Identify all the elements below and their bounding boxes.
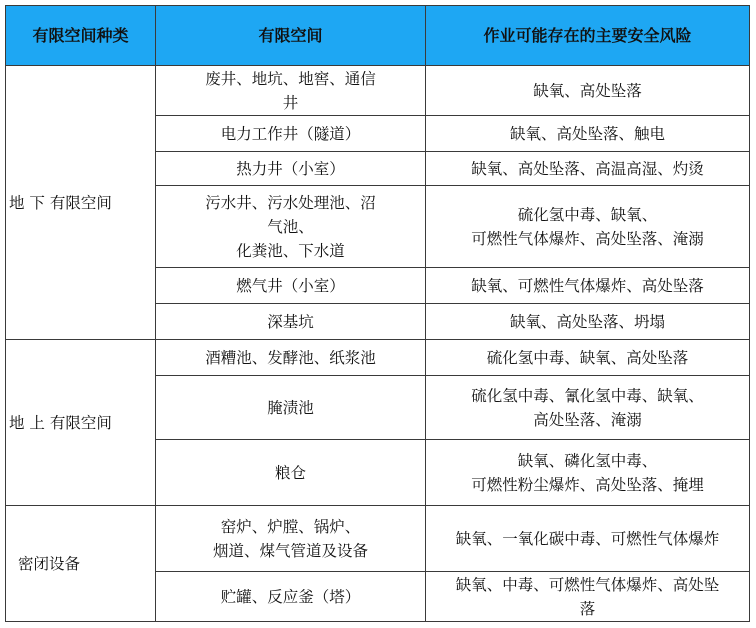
- risk-text: 缺氧、高处坠落、触电: [509, 124, 665, 143]
- space-text: 腌渍池: [267, 398, 314, 417]
- risk-text: 缺氧、高处坠落、高温高湿、灼烫: [471, 159, 704, 178]
- risk-text: 高处坠落、淹溺: [533, 410, 642, 429]
- risk-text: 硫化氢中毒、氰化氢中毒、缺氧、: [471, 386, 704, 405]
- space-text: 窑炉、炉膛、锅炉、: [220, 517, 361, 536]
- space-cell: [156, 506, 426, 572]
- risk-text: 缺氧、高处坠落: [533, 81, 642, 100]
- space-text: 深基坑: [267, 312, 314, 331]
- header-category: 有限空间种类: [6, 6, 156, 66]
- space-text: 烟道、煤气管道及设备: [212, 541, 368, 560]
- header-row: [6, 6, 750, 66]
- risk-cell: [426, 116, 750, 152]
- table-row: [6, 506, 750, 572]
- table-body: [6, 66, 750, 622]
- risk-cell: [426, 268, 750, 304]
- category-cell-underground: 地 下 有限空间: [6, 66, 156, 340]
- space-cell: [156, 116, 426, 152]
- risk-cell: [426, 572, 750, 622]
- risk-text: 可燃性粉尘爆炸、高处坠落、掩埋: [471, 475, 704, 494]
- space-text: 污水井、污水处理池、沼: [205, 193, 376, 212]
- risk-text: 缺氧、可燃性气体爆炸、高处坠落: [471, 276, 704, 295]
- risk-cell: [426, 152, 750, 186]
- space-cell: [156, 268, 426, 304]
- space-text: 贮罐、反应釜（塔）: [220, 587, 361, 606]
- risk-cell: [426, 506, 750, 572]
- space-text: 化粪池、下水道: [236, 241, 345, 260]
- category-cell-sealed-equipment: 密闭设备: [6, 506, 156, 622]
- table-row: [6, 66, 750, 116]
- risk-cell: [426, 186, 750, 268]
- space-cell: [156, 376, 426, 440]
- space-text: 气池、: [267, 217, 314, 236]
- risk-text: 硫化氢中毒、缺氧、高处坠落: [486, 348, 689, 367]
- space-cell: [156, 304, 426, 340]
- risk-text: 缺氧、高处坠落、坍塌: [509, 312, 665, 331]
- space-cell: [156, 186, 426, 268]
- risk-text: 硫化氢中毒、缺氧、: [517, 205, 658, 224]
- risk-text: 缺氧、磷化氢中毒、: [517, 451, 658, 470]
- space-text: 井: [282, 93, 299, 112]
- risk-cell: [426, 66, 750, 116]
- space-text: 电力工作井（隧道）: [220, 124, 361, 143]
- category-cell-aboveground: 地 上 有限空间: [6, 340, 156, 506]
- risk-cell: [426, 340, 750, 376]
- header-space: 有限空间: [156, 6, 426, 66]
- space-text: 燃气井（小室）: [236, 276, 345, 295]
- space-cell: [156, 340, 426, 376]
- table-header: [6, 6, 750, 66]
- space-text: 酒糟池、发酵池、纸浆池: [205, 348, 376, 367]
- safety-risk-table: [5, 5, 750, 622]
- safety-risk-table-container: [5, 5, 750, 622]
- risk-text: 缺氧、中毒、可燃性气体爆炸、高处坠: [455, 575, 720, 594]
- risk-text: 可燃性气体爆炸、高处坠落、淹溺: [471, 229, 704, 248]
- header-risk: 作业可能存在的主要安全风险: [426, 6, 750, 66]
- table-row: [6, 340, 750, 376]
- risk-cell: [426, 376, 750, 440]
- space-cell: [156, 152, 426, 186]
- space-text: 热力井（小室）: [236, 159, 345, 178]
- risk-cell: [426, 440, 750, 506]
- space-text: 粮仓: [274, 463, 306, 482]
- space-text: 废井、地坑、地窖、通信: [205, 69, 376, 88]
- space-cell: [156, 572, 426, 622]
- space-cell: [156, 66, 426, 116]
- space-cell: [156, 440, 426, 506]
- risk-text: 落: [579, 599, 596, 618]
- risk-text: 缺氧、一氧化碳中毒、可燃性气体爆炸: [455, 529, 720, 548]
- risk-cell: [426, 304, 750, 340]
